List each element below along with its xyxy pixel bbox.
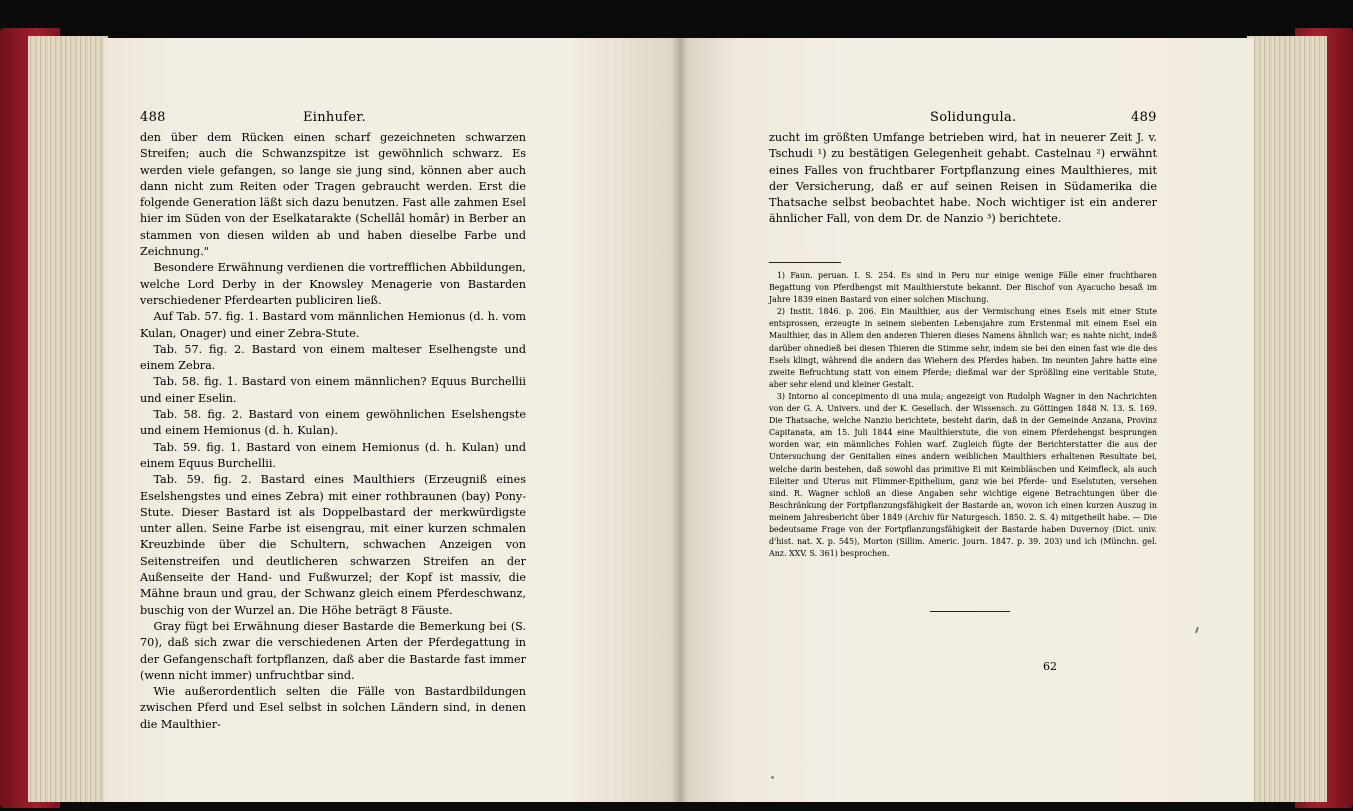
footnote: 1) Faun. peruan. I. S. 254. Es sind in Peru nur einige wenige Fälle einer fruchtbaren Begattung von Pferdhengst mit Maulthierstute bekannt. Der Bischof von Ayacucho besaß im Jahre 1839 einen Bastard von einer solchen Mischung.: [769, 271, 1157, 305]
paragraph: Tab. 59. fig. 1. Bastard von einem Hemionus (d. h. Kulan) und einem Equus Burchellii.: [140, 440, 526, 470]
paragraph: Tab. 57. fig. 2. Bastard von einem malteser Eselhengste und einem Zebra.: [140, 342, 526, 373]
footnote: 2) Instit. 1846. p. 206. Ein Maulthier, aus der Vermischung eines Esels mit einer Stute entsprossen, erzeugte in seinem siebenten Lebensjahre zum Erstenmal mit einem Esel ein Maulthier, das in Allem den anderen Thieren dieses Namens ähnlich war; es nahte nicht, indeß darüber ohnedieß bei diesen Thieren die Stimme sehr, indem sie bei den einen fast wie die des Esels klingt, während die andern das Wiehern des Pferdes haben. Im neunten Jahre hatte eine zweite Befruchtung statt von einem Pferde; dießmal war der Sprößling eine veritable Stute, aber sehr elend und kleiner Gestalt.: [769, 307, 1157, 389]
footnotes: [769, 270, 1157, 560]
left-page-edges: [28, 36, 108, 802]
book-gutter: [672, 38, 688, 802]
right-running-header: Solidungula.: [930, 110, 1017, 125]
paragraph: Wie außerordentlich selten die Fälle von Bastardbildungen zwischen Pferd und Esel selbst in solchen Ländern sind, in denen die Maulthier-: [140, 685, 526, 731]
paragraph: Tab. 58. fig. 1. Bastard von einem männlichen? Equus Burchellii und einer Eselin.: [140, 375, 526, 405]
left-page-number: 488: [140, 110, 166, 125]
right-page-edges: [1247, 36, 1327, 802]
signature-mark: 62: [1043, 660, 1057, 673]
right-page-body: [769, 130, 1157, 228]
end-rule: [930, 611, 1010, 612]
paragraph: Besondere Erwähnung verdienen die vortrefflichen Abbildungen, welche Lord Derby in der Knowsley Menagerie von Bastarden verschiedener Pferdearten publiciren ließ.: [140, 261, 526, 307]
paragraph: Gray fügt bei Erwähnung dieser Bastarde die Bemerkung bei (S. 70), daß sich zwar die verschiedenen Arten der Pferdegattung in der Gefangenschaft fortpflanzen, daß aber die Bastarde fast immer (wenn nicht immer) unfruchtbar sind.: [140, 619, 526, 682]
page-speck: [771, 776, 774, 779]
footnote-rule: [769, 262, 841, 263]
paragraph: Tab. 59. fig. 2. Bastard eines Maulthiers (Erzeugniß eines Eselshengstes und eines Zebra) mit einer rothbraunen (bay) Pony-Stute. Dieser Bastard ist als Doppelbastard der merkwürdigste unter allen. Seine Farbe ist eisengrau, mit einer kurzen schmalen Kreuzbinde über die Schultern, schwachen Anzeigen von Seitenstreifen und deutlicheren schwarzen Streifen an der Außenseite der Hand- und Fußwurzel; der Kopf ist massiv, die Mähne braun und grau, der Schwanz gleich einem Pferdeschwanz, buschig von der Wurzel an. Die Höhe beträgt 8 Fäuste.: [140, 473, 526, 617]
paragraph: zucht im größten Umfange betrieben wird, hat in neuerer Zeit J. v. Tschudi ¹) zu bestätigen Gelegenheit gehabt. Castelnau ²) erwähnt eines Falles von fruchtbarer Fortpflanzung eines Maulthieres, mit der Versicherung, daß er auf seinen Reisen in Südamerika die Thatsache selbst beobachtet habe. Noch wichtiger ist ein anderer ähnlicher Fall, von dem Dr. de Nanzio ³) berichtete.: [769, 131, 1157, 226]
paragraph: Tab. 58. fig. 2. Bastard von einem gewöhnlichen Eselshengste und einem Hemionus (d. h. Kulan).: [140, 408, 526, 438]
left-running-header: Einhufer.: [303, 110, 366, 125]
paragraph: den über dem Rücken einen scharf gezeichneten schwarzen Streifen; auch die Schwanzspitze ist gewöhnlich schwarz. Es werden viele gefangen, so lange sie jung sind, können aber auch dann nicht zum Reiten oder Tragen gebraucht werden. Erst die folgende Generation läßt sich dazu benutzen. Fast alle zahmen Esel hier im Süden von der Eselkatarakte (Schellâl homâr) in Berber an stammen von diesen wilden ab und haben dieselbe Farbe und Zeichnung.": [140, 131, 526, 259]
paragraph: Auf Tab. 57. fig. 1. Bastard vom männlichen Hemionus (d. h. vom Kulan, Onager) und einer Zebra-Stute.: [140, 310, 526, 340]
right-page-number: 489: [1131, 110, 1157, 125]
left-page-body: [140, 130, 526, 733]
footnote: 3) Intorno al concepimento di una mula; angezeigt von Rudolph Wagner in den Nachrichten von der G. A. Univers. und der K. Gesellsch. der Wissensch. zu Göttingen 1848 N. 13. S. 169. Die Thatsache, welche Nanzio berichtete, besteht darin, daß in der Gemeinde Anzana, Provinz Capitanata, am 15. Juli 1844 eine Maulthierstute, die von einem Pferdehengst besprungen worden war, ein männliches Fohlen warf. Zugleich fügte der Berichterstatter die aus der Untersuchung der Genitalien eines andern weiblichen Maulthiers erhaltenen Resultate bei, welche darin bestehen, daß sowohl das primitive Ei mit Keimbläschen und Keimfleck, als auch Eileiter und Uterus mit Flimmer-Epithelium, ganz wie bei Pferde- und Eselstuten, versehen sind. R. Wagner schloß an diese Angaben sehr wichtige eigene Betrachtungen über die Beschränkung der Fortpflanzungsfähigkeit der Bastarde an, wovon ich einen kurzen Auszug in meinem Jahresbericht über 1849 (Archiv für Naturgesch. 1850. 2. S. 4) mitgetheilt habe. — Die bedeutsame Frage von der Fortpflanzungsfähigkeit der Bastarde haben Duvernoy (Dict. univ. d'hist. nat. X. p. 545), Morton (Sillim. Americ. Journ. 1847. p. 39. 203) und ich (Münchn. gel. Anz. XXV. S. 361) besprochen.: [769, 391, 1157, 559]
